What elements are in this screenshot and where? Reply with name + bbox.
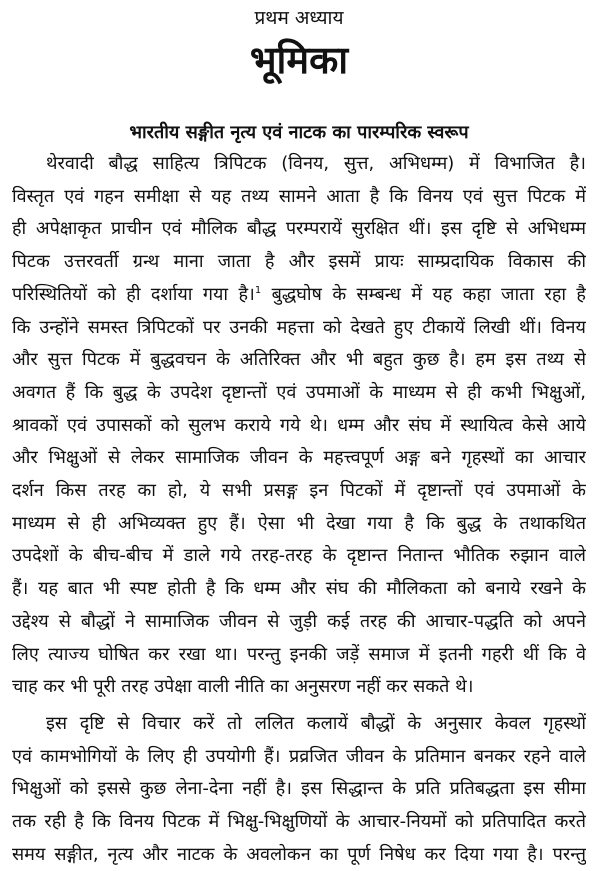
text-line	[12, 279, 586, 312]
paragraph-2	[12, 708, 586, 871]
text-line: हैं। यह बात भी स्पष्ट होती है कि धम्म और संघ की मौलिकता को बनाये रखने के	[12, 578, 586, 600]
chapter-title: भूमिका	[249, 38, 349, 82]
text-line: चाह कर भी पूरी तरह उपेक्षा वाली नीति का अनुसरण नहीं कर सकते थे।	[12, 676, 474, 698]
paragraph-1	[12, 148, 586, 704]
text-line: और सुत्त पिटक में बुद्धवचन के अतिरिक्त और भी बहुत कुछ है। हम इस तथ्य से	[12, 349, 586, 371]
section-heading: भारतीय सङ्गीत नृत्य एवं नाटक का पारम्परिक स्वरूप	[129, 122, 469, 143]
text-line: ही अपेक्षाकृत प्राचीन एवं मौलिक बौद्ध परम्परायें सुरक्षित थीं। इस दृष्टि से अभिधम्म	[12, 218, 586, 240]
text-line: तक रही है कि विनय पिटक में भिक्षु-भिक्षुणियों के आचार-नियमों को प्रतिपादित करते	[12, 811, 586, 833]
text-line: उपदेशों के बीच-बीच में डाले गये तरह-तरह के दृष्टान्त नितान्त भौतिक रुझान वाले	[12, 545, 586, 567]
text-line: माध्यम से ही अभिव्यक्त हुए हैं। ऐसा भी देखा गया है कि बुद्ध के तथाकथित	[12, 512, 586, 534]
text-line: अवगत हैं कि बुद्ध के उपदेश दृष्टान्तों एवं उपमाओं के माध्यम से ही कभी भिक्षुओं,	[12, 381, 586, 403]
text-line: और भिक्षुओं से लेकर सामाजिक जीवन के महत्त्वपूर्ण अङ्ग बने गृहस्थों का आचार	[12, 447, 586, 469]
chapter-label: प्रथम अध्याय	[254, 7, 344, 29]
text-line: लिए त्याज्य घोषित कर रखा था। परन्तु इनकी जड़ें समाज में इतनी गहरी थीं कि वे	[12, 643, 586, 665]
text-line: पिटक उत्तरवर्ती ग्रन्थ माना जाता है और इसमें प्रायः साम्प्रदायिक विकास की	[12, 251, 586, 273]
footnote-marker: 1	[254, 284, 262, 296]
text-line: उद्देश्य से बौद्धों ने सामाजिक जीवन से जुड़ी कई तरह की आचार-पद्धति को अपने	[12, 610, 586, 632]
text-line: एवं कामभोगियों के लिए ही उपयोगी हैं। प्रव्रजित जीवन के प्रतिमान बनकर रहने वाले	[12, 745, 586, 767]
text-line: दर्शन किस तरह का हो, ये सभी प्रसङ्ग इन पिटकों में दृष्टान्तों एवं उपमाओं के	[12, 480, 586, 502]
text-line: विस्तृत एवं गहन समीक्षा से यह तथ्य सामने आता है कि विनय एवं सुत्त पिटक में	[12, 185, 586, 207]
text-line: थेरवादी बौद्ध साहित्य त्रिपिटक (विनय, सुत्त, अभिधम्म) में विभाजित है।	[46, 153, 586, 174]
text-line: समय सङ्गीत, नृत्य और नाटक के अवलोकन का पूर्ण निषेध कर दिया गया है। परन्तु	[12, 843, 586, 865]
text-line: इस दृष्टि से विचार करें तो ललित कलायें बौद्धों के अनुसार केवल गृहस्थों	[46, 712, 586, 734]
text-line: कि उन्होंने समस्त त्रिपिटकों पर उनकी महत्ता को देखते हुए टीकायें लिखी थीं। विनय	[12, 316, 586, 338]
text-line: भिक्षुओं को इससे कुछ लेना-देना नहीं है। इस सिद्धान्त के प्रति प्रतिबद्धता इस सीमा	[12, 778, 586, 800]
text-segment: बुद्धघोष के सम्बन्ध में यह कहा जाता रहा है	[271, 283, 586, 305]
text-segment: परिस्थितियों को ही दर्शाया गया है।	[12, 283, 255, 305]
text-line: श्रावकों एवं उपासकों को सुलभ कराये गये थे। धम्म और संघ में स्थायित्व केसे आये	[12, 414, 586, 436]
